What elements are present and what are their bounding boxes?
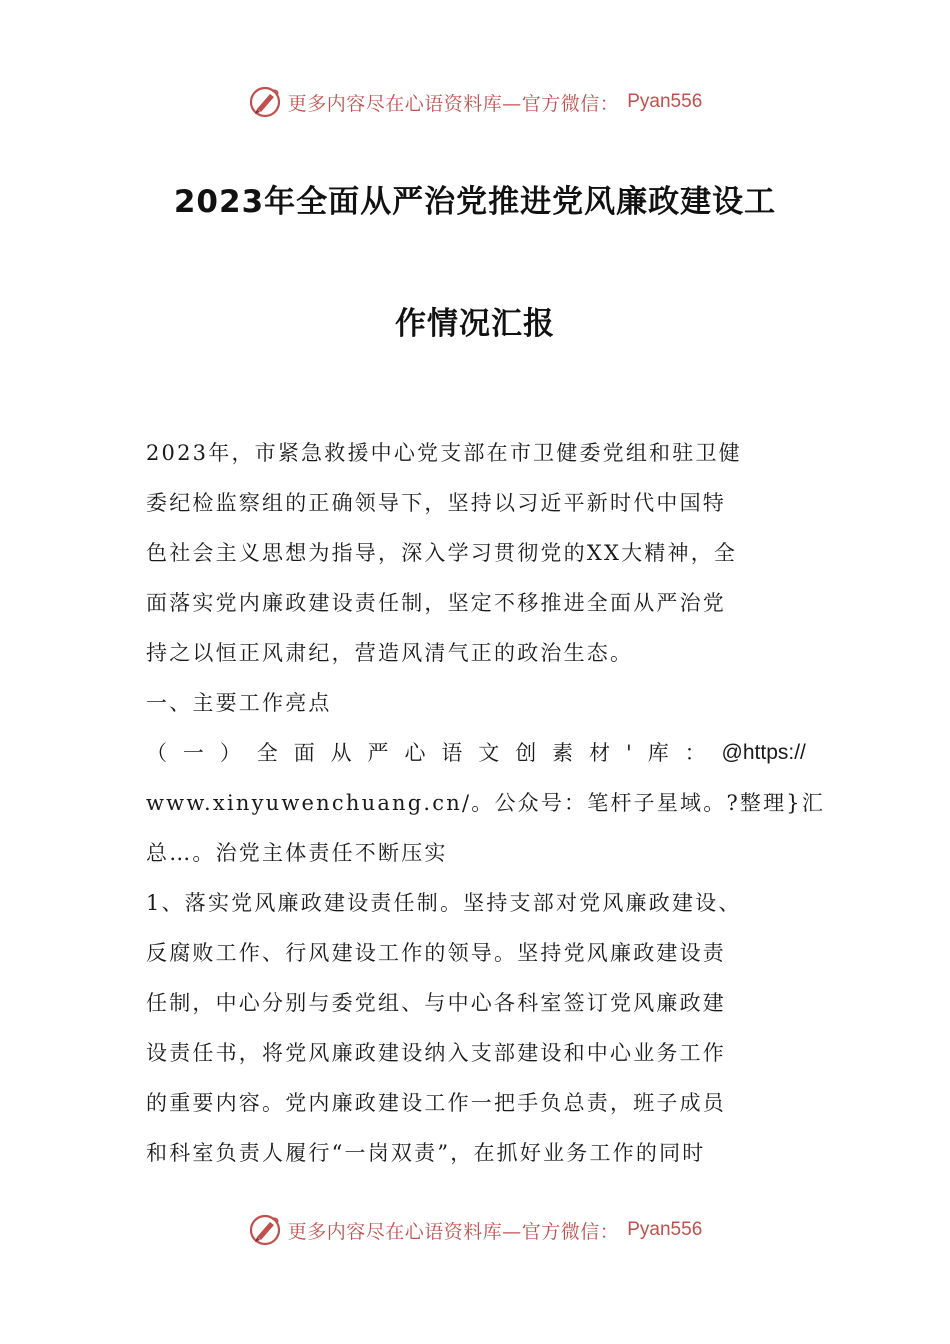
subsection-token: 全 [256, 741, 280, 765]
subsection-1-line-1 [146, 728, 806, 778]
subsection-1-line-2: www.xinyuwenchuang.cn/。公众号：笔杆子星域。?整理}汇 [146, 791, 826, 815]
document-title-line-2: 作情况汇报 [395, 306, 555, 342]
pen-logo-icon [248, 1213, 282, 1247]
intro-line: 委纪检监察组的正确领导下，坚持以习近平新时代中国特 [146, 491, 726, 515]
subsection-token: 创 [515, 741, 539, 765]
subsection-token: 文 [478, 741, 502, 765]
intro-line: 面落实党内廉政建设责任制，坚定不移推进全面从严治党 [146, 591, 726, 615]
intro-paragraph [146, 428, 806, 678]
item-1-line: 和科室负责人履行“一岗双责”，在抓好业务工作的同时 [146, 1141, 706, 1165]
intro-line: 色社会主义思想为指导，深入学习贯彻党的XX大精神，全 [146, 541, 738, 565]
item-1-paragraph [146, 878, 806, 1178]
header-watermark [0, 82, 950, 122]
subsection-token: ） [219, 741, 244, 765]
intro-line: 持之以恒正风肃纪，营造风清气正的政治生态。 [146, 641, 634, 665]
pen-logo-icon [248, 85, 282, 119]
subsection-token: 一 [182, 741, 207, 765]
intro-line: 2023年，市紧急救援中心党支部在市卫健委党组和驻卫健 [146, 441, 742, 465]
document-body [146, 428, 826, 1178]
item-1-line: 反腐败工作、行风建设工作的领导。坚持党风廉政建设责 [146, 941, 726, 965]
watermark-wechat-id: Pyan556 [627, 91, 703, 112]
subsection-token: 素 [552, 741, 576, 765]
subsection-token: 心 [404, 741, 428, 765]
subsection-token: （ [146, 741, 170, 765]
subsection-1-line-3: 总…。治党主体责任不断压实 [146, 841, 448, 865]
item-1-line: 1、落实党风廉政建设责任制。坚持支部对党风廉政建设、 [146, 891, 742, 915]
subsection-token-url: @https:// [721, 741, 806, 764]
item-1-line: 任制，中心分别与委党组、与中心各科室签订党风廉政建 [146, 991, 726, 1015]
watermark-text: 更多内容尽在心语资料库—官方微信： [287, 1220, 620, 1243]
watermark-text: 更多内容尽在心语资料库—官方微信： [287, 92, 620, 115]
watermark-wechat-id: Pyan556 [627, 1219, 703, 1240]
item-1-line: 的重要内容。党内廉政建设工作一把手负总责，班子成员 [146, 1091, 726, 1115]
section-1-heading: 一、主要工作亮点 [146, 691, 332, 715]
subsection-token: ' [625, 741, 634, 765]
subsection-token: 从 [330, 741, 354, 765]
subsection-token: 严 [367, 741, 391, 765]
subsection-token: 面 [293, 741, 317, 765]
document-title-line-1: 2023年全面从严治党推进党风廉政建设工 [173, 184, 777, 220]
section-heading [146, 678, 806, 728]
subsection-token: ： [684, 741, 708, 765]
item-1-line: 设责任书，将党风廉政建设纳入支部建设和中心业务工作 [146, 1041, 726, 1065]
footer-watermark [0, 1210, 950, 1250]
subsection-token: 材 [589, 741, 613, 765]
subsection-1 [146, 728, 826, 878]
subsection-token: 库 [647, 741, 671, 765]
subsection-token: 语 [441, 741, 465, 765]
